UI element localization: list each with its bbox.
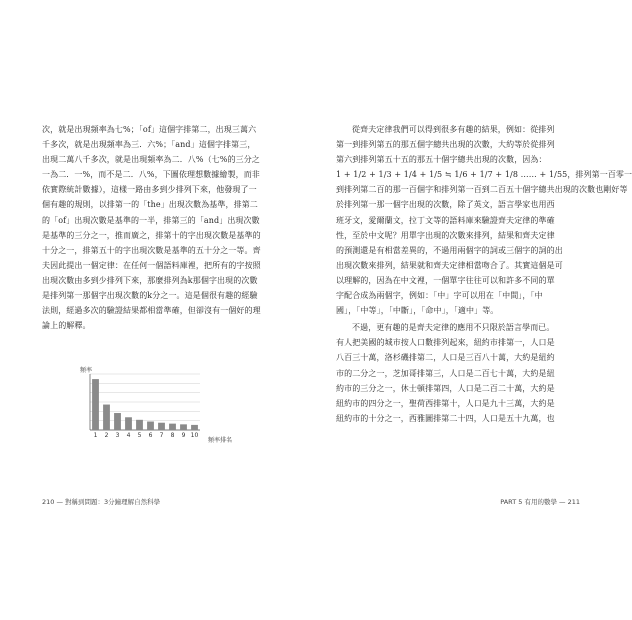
left-footer: 210 — 對稱到問題：3分鐘理解自然科學: [42, 498, 161, 506]
chart-tick-label: 9: [181, 432, 186, 439]
chart-tick-label: 5: [137, 432, 142, 439]
text-line: 個有趣的規則，以排第一的「the」出現次數為基準，排第二: [42, 200, 258, 210]
text-line: 千多次，就是出現頻率為三．六%；「and」這個字排第三，: [42, 140, 256, 150]
text-line: 法則，經過多次的驗證結果都相當準確，但卻沒有一個好的理: [42, 306, 261, 316]
chart-bar: [180, 424, 187, 430]
text-line: 八百三十萬，洛杉磯排第二，人口是三百八十萬，大約是紐約: [336, 353, 555, 363]
chart-tick-label: 10: [190, 432, 199, 439]
right-footer: PART 5 有用的數學 — 211: [500, 498, 580, 506]
chart-bar: [169, 424, 176, 430]
text-line: 於排列第一那一個字出現的次數，除了英文，語言學家也用西: [336, 200, 555, 210]
chart-tick-label: 2: [104, 432, 109, 439]
text-line: 出現二萬八千多次，就是出現頻率為二．八%（七%的三分之: [42, 155, 260, 165]
chart-tick-label: 1: [93, 432, 98, 439]
chart-bar: [103, 405, 110, 430]
text-line: 約市的三分之一，休士頓排第四，人口是二百二十萬，大約是: [336, 383, 555, 393]
text-line: 是排列第一那個字出現次數的k分之一。這是個很有趣的經驗: [42, 291, 258, 301]
text-line: 的預測還是有相當差異的，不過用兩個字的詞或三個字的詞的出: [336, 245, 563, 255]
chart-ylabel: 頻率: [80, 367, 93, 374]
chart-bar: [147, 422, 154, 430]
text-line: 是基準的三分之一，推而廣之，排第十的字出現次數是基準的: [42, 230, 261, 240]
text-line: 市的二分之一，芝加哥排第三，人口是二百七十萬，大約是紐: [336, 368, 555, 378]
text-line: 一為二．一%，而不是二．八%，下圖依理想數據繪製，而非: [42, 170, 260, 180]
right-body-text: [336, 122, 632, 426]
text-line: 出現次數由多到少排列下來，那麼排列為k那個字出現的次數: [42, 275, 258, 285]
chart-xlabel: 頻率排名: [208, 437, 233, 444]
chart-tick-label: 6: [148, 432, 153, 439]
chart-svg: [78, 366, 238, 446]
text-line: 國」，「中等」，「中斷」，「命中」，「適中」等。: [336, 306, 499, 316]
text-line: 從齊夫定律我們可以得到很多有趣的結果，例如：從排列: [352, 125, 555, 134]
text-line: 依實際統計數據），這樣一路由多到少排列下來，他發現了一: [42, 185, 257, 195]
chart-bar: [136, 420, 143, 430]
text-line: 第一到排列第五的那五個字總共出現的次數，大約等於從排列: [336, 140, 555, 150]
text-line: 夫因此提出一個定律：在任何一個語料庫裡，把所有的字按照: [42, 260, 261, 270]
text-line: 字配合成為兩個字，例如：「中」字可以用在「中間」，「中: [336, 291, 543, 301]
text-line: 以理解的，因為在中文裡，一個單字往往可以和許多不同的單: [336, 275, 555, 285]
text-line: 班牙文，愛爾蘭文，拉丁文等的語料庫來驗證齊夫定律的準確: [336, 215, 555, 225]
chart-bar: [191, 425, 198, 430]
text-line: 有人把美國的城市按人口數排列起來，紐約市排第一，人口是: [336, 338, 555, 348]
left-page: [0, 0, 310, 620]
text-line: 論上的解釋。: [42, 321, 91, 331]
chart-bar: [92, 379, 99, 430]
chart-bar: [125, 417, 132, 430]
text-line: 性，至於中文呢？用單字出現的次數來排列，結果和齊夫定律: [336, 230, 555, 240]
text-line: 的「of」出現次數是基準的一半，排第三的「and」出現次數: [42, 215, 260, 225]
text-line: 到排列第二百的那一百個字和排列第一百到二百五十個字總共出現的次數也剛好等: [336, 185, 628, 195]
chart-bar: [158, 423, 165, 430]
text-line: 紐約市的十分之一，西雅圖排第二十四，人口是五十九萬，也: [336, 413, 555, 423]
text-line: 十分之一，排第五十的字出現次數是基準的五十分之一等。齊: [42, 245, 261, 255]
chart-tick-label: 8: [170, 432, 175, 439]
zipf-bar-chart: [78, 366, 238, 446]
text-line: 1 + 1/2 + 1/3 + 1/4 + 1/5 ≒ 1/6 + 1/7 + 1/8 …… + 1/55，排列第一百零一: [336, 170, 632, 180]
chart-tick-label: 3: [115, 432, 120, 439]
text-line: 紐約市的四分之一，聖荷西排第十，人口是九十三萬，大約是: [336, 398, 555, 408]
text-line: 第六到排列第五十五的那五十個字總共出現的次數，因為：: [336, 155, 547, 165]
chart-tick-label: 7: [159, 432, 164, 439]
chart-tick-label: 4: [126, 432, 131, 439]
text-line: 次，就是出現頻率為七%；「of」這個字排第二，出現三萬六: [42, 125, 257, 134]
left-body-text: [42, 122, 278, 333]
chart-bar: [114, 413, 121, 430]
text-line: 出現次數來排列，結果就和齊夫定律相當吻合了。其實這個是可: [336, 260, 563, 270]
text-line: 不過，更有趣的是齊夫定律的應用不只限於語言學而已。: [352, 323, 555, 333]
